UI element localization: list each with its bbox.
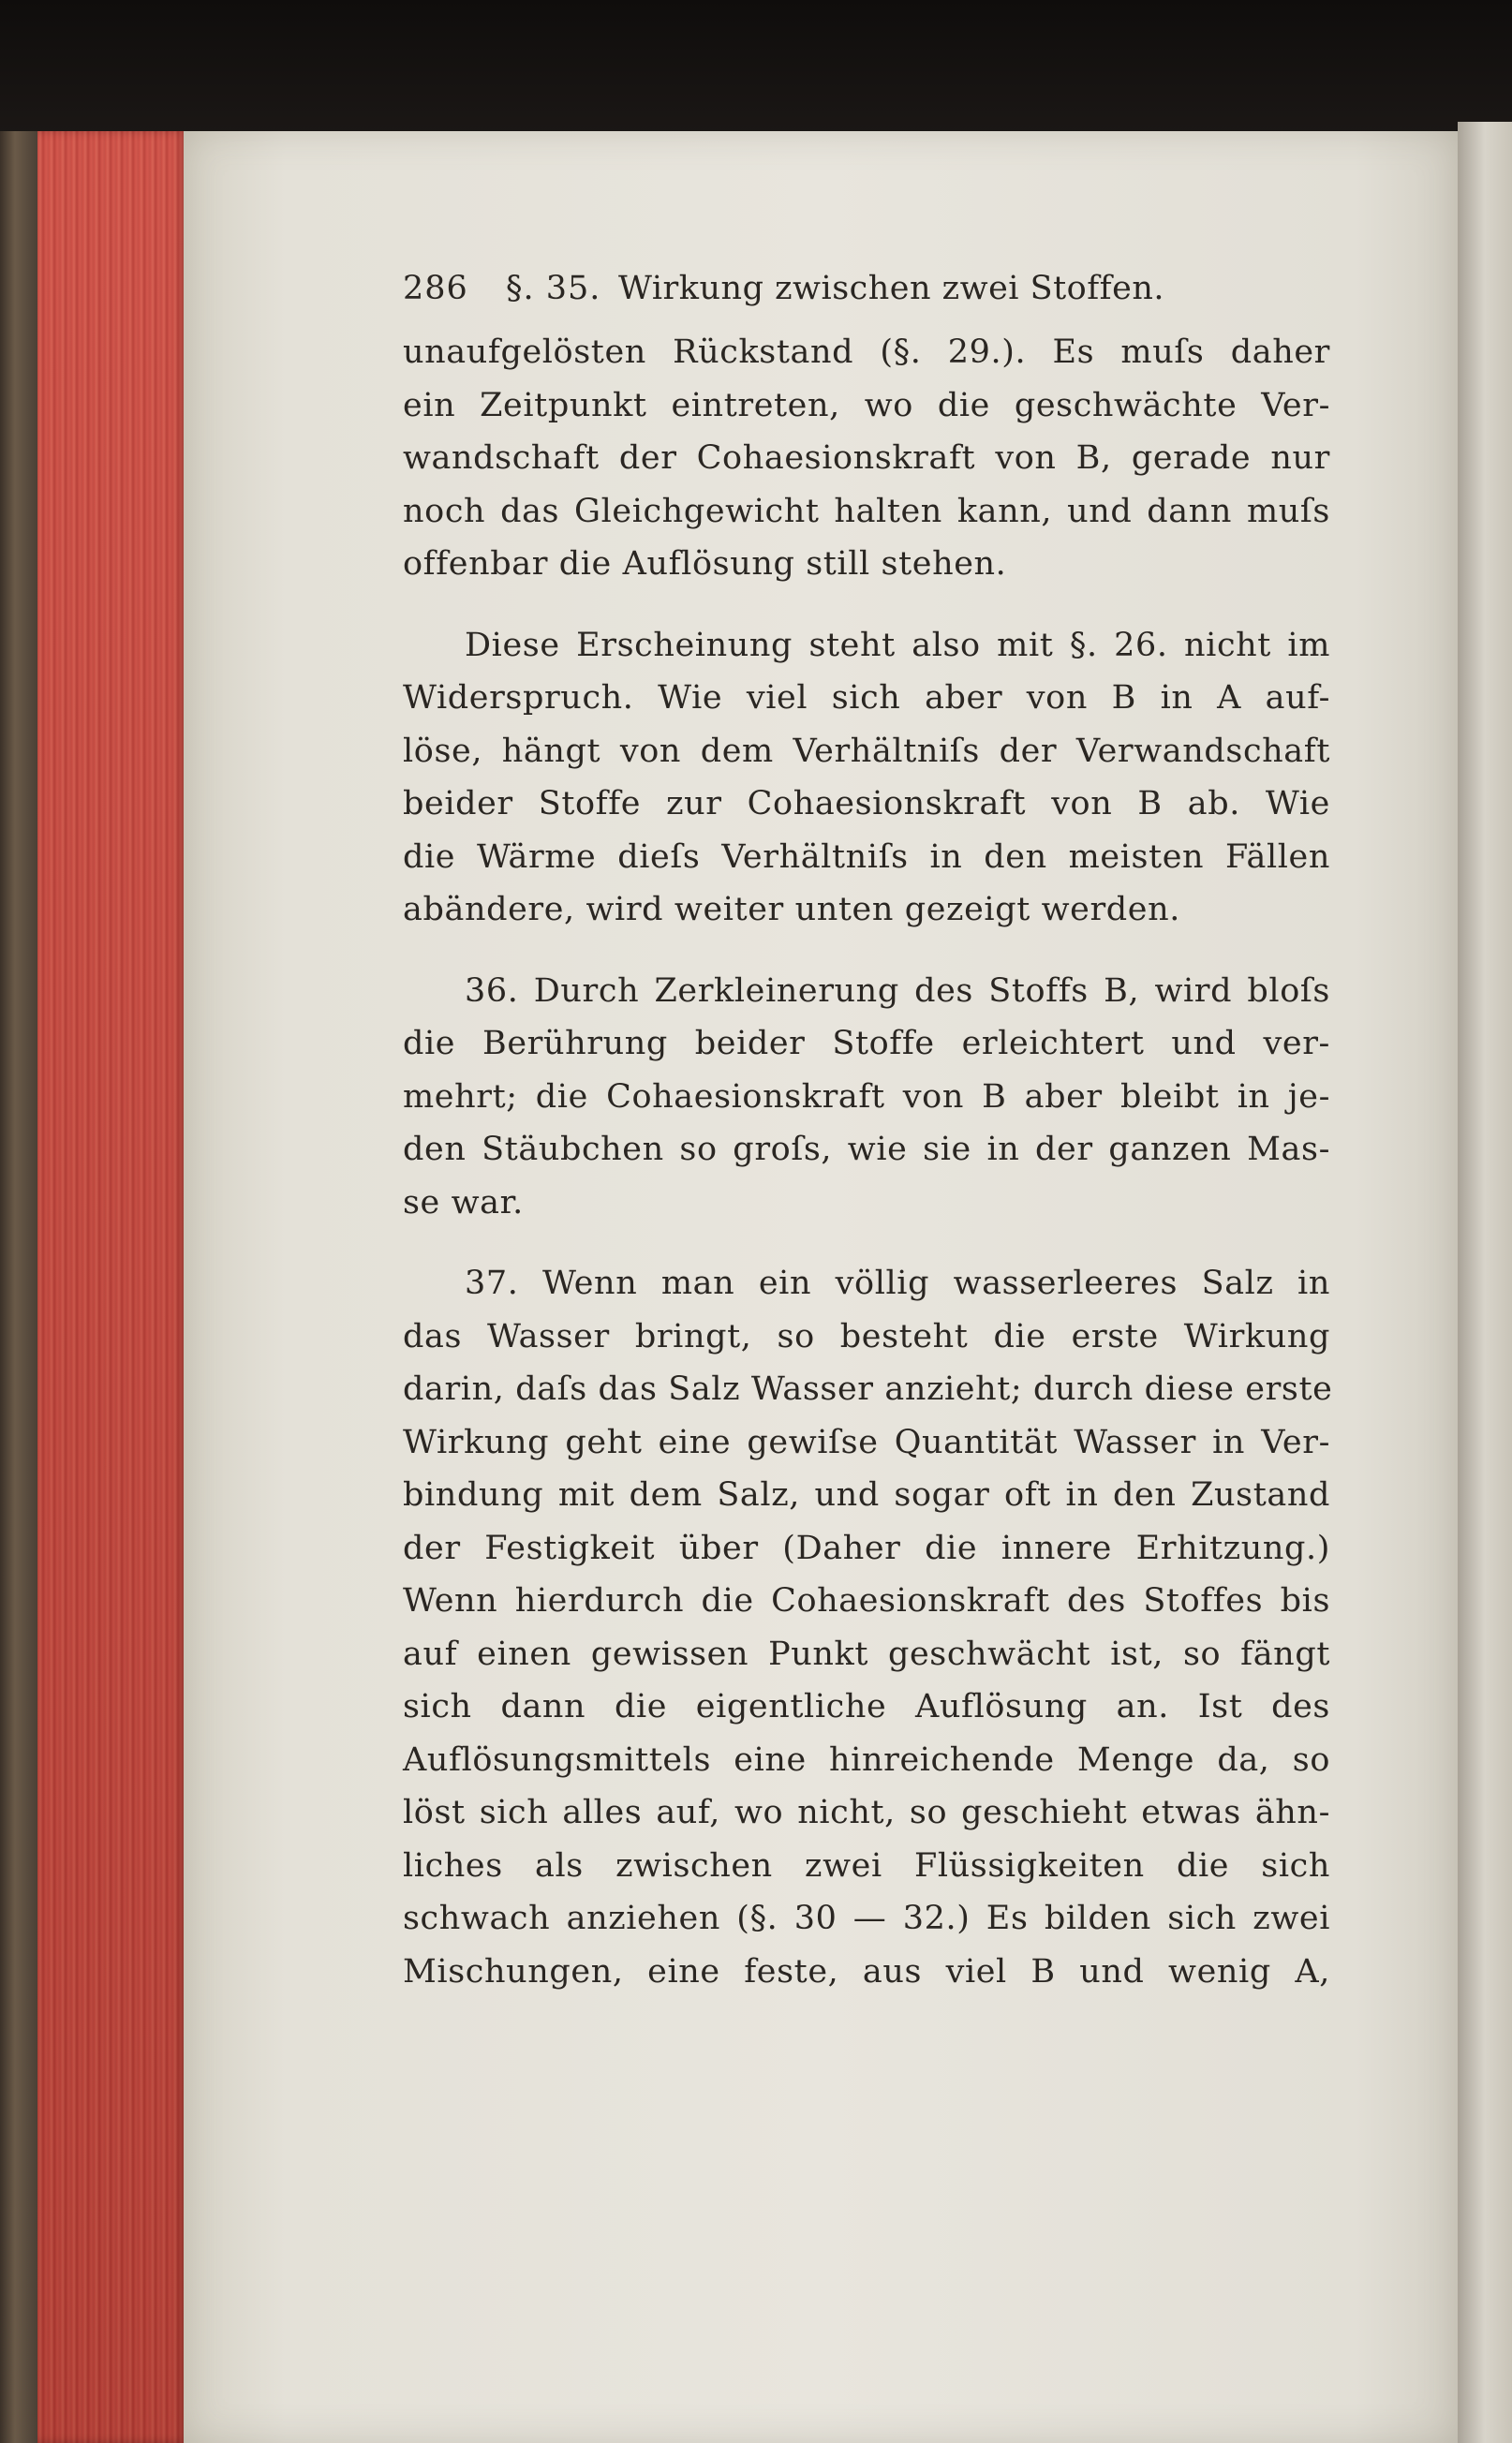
text-line: bindung mit dem Salz, und sogar oft in den Zustand xyxy=(403,1476,1330,1514)
running-title: Wirkung zwischen zwei Stoffen. xyxy=(618,270,1165,307)
text-line: noch das Gleichgewicht halten kann, und dann muſs xyxy=(403,492,1330,530)
page-text xyxy=(403,270,1333,1998)
text-line: Diese Erscheinung steht also mit §. 26. nicht im xyxy=(465,626,1330,664)
text-line: unaufgelösten Rückstand (§. 29.). Es muſs daher xyxy=(403,333,1330,371)
text-line: auf einen gewissen Punkt geschwächt ist, so fängt xyxy=(403,1635,1330,1673)
text-line: se war. xyxy=(403,1183,524,1222)
text-line: Auflösungsmittels eine hinreichende Menge da, so xyxy=(403,1740,1330,1779)
text-line: 37. Wenn man ein völlig wasserleeres Salz in xyxy=(465,1265,1330,1302)
text-line: mehrt; die Cohaesionskraft von B aber bleibt in je- xyxy=(403,1077,1330,1116)
paragraph xyxy=(403,326,1330,591)
text-line: 36. Durch Zerkleinerung des Stoffs B, wird bloſs xyxy=(465,971,1330,1010)
running-header xyxy=(403,270,1330,326)
text-line: das Wasser bringt, so besteht die erste Wirkung xyxy=(403,1317,1330,1355)
page-number: 286 xyxy=(403,270,468,307)
book-spine-edge xyxy=(0,131,37,2443)
text-line: Mischungen, eine feste, aus viel B und wenig A, xyxy=(403,1952,1330,1991)
text-line: Widerspruch. Wie viel sich aber von B in A auf- xyxy=(403,679,1330,717)
text-line: darin, daſs das Salz Wasser anzieht; durch diese erste xyxy=(403,1370,1333,1408)
paragraph xyxy=(403,1257,1333,1998)
facing-page-edge xyxy=(1458,122,1512,2443)
text-line: schwach anziehen (§. 30 — 32.) Es bilden sich zwei xyxy=(403,1900,1330,1937)
text-line: der Festigkeit über (Daher die innere Erhitzung.) xyxy=(403,1529,1330,1567)
text-line: löst sich alles auf, wo nicht, so geschieht etwas ähn- xyxy=(403,1794,1330,1831)
paragraph xyxy=(403,619,1330,937)
text-line: offenbar die Auflösung still stehen. xyxy=(403,545,1007,583)
text-line: wandschaft der Cohaesionskraft von B, gerade nur xyxy=(403,439,1330,477)
text-line: ein Zeitpunkt eintreten, wo die geschwächte Ver- xyxy=(403,386,1330,424)
text-line: Wirkung geht eine gewiſse Quantität Wasser in Ver- xyxy=(403,1423,1330,1461)
text-line: beider Stoffe zur Cohaesionskraft von B ab. Wie xyxy=(403,785,1330,822)
text-line: Wenn hierdurch die Cohaesionskraft des Stoffes bis xyxy=(403,1582,1330,1620)
text-line: den Stäubchen so groſs, wie sie in der ganzen Mas- xyxy=(403,1131,1330,1168)
text-line: abändere, wird weiter unten gezeigt werden. xyxy=(403,891,1180,928)
red-page-edges xyxy=(37,131,187,2443)
paragraph xyxy=(403,965,1330,1230)
text-line: die Wärme dieſs Verhältniſs in den meisten Fällen xyxy=(403,837,1330,876)
section-number: §. 35. xyxy=(506,270,601,307)
text-line: löse, hängt von dem Verhältniſs der Verwandschaft xyxy=(403,732,1330,770)
text-line: liches als zwischen zwei Flüssigkeiten die sich xyxy=(403,1846,1330,1885)
text-line: die Berührung beider Stoffe erleichtert und ver- xyxy=(403,1025,1330,1062)
text-line: sich dann die eigentliche Auflösung an. Ist des xyxy=(403,1688,1330,1725)
